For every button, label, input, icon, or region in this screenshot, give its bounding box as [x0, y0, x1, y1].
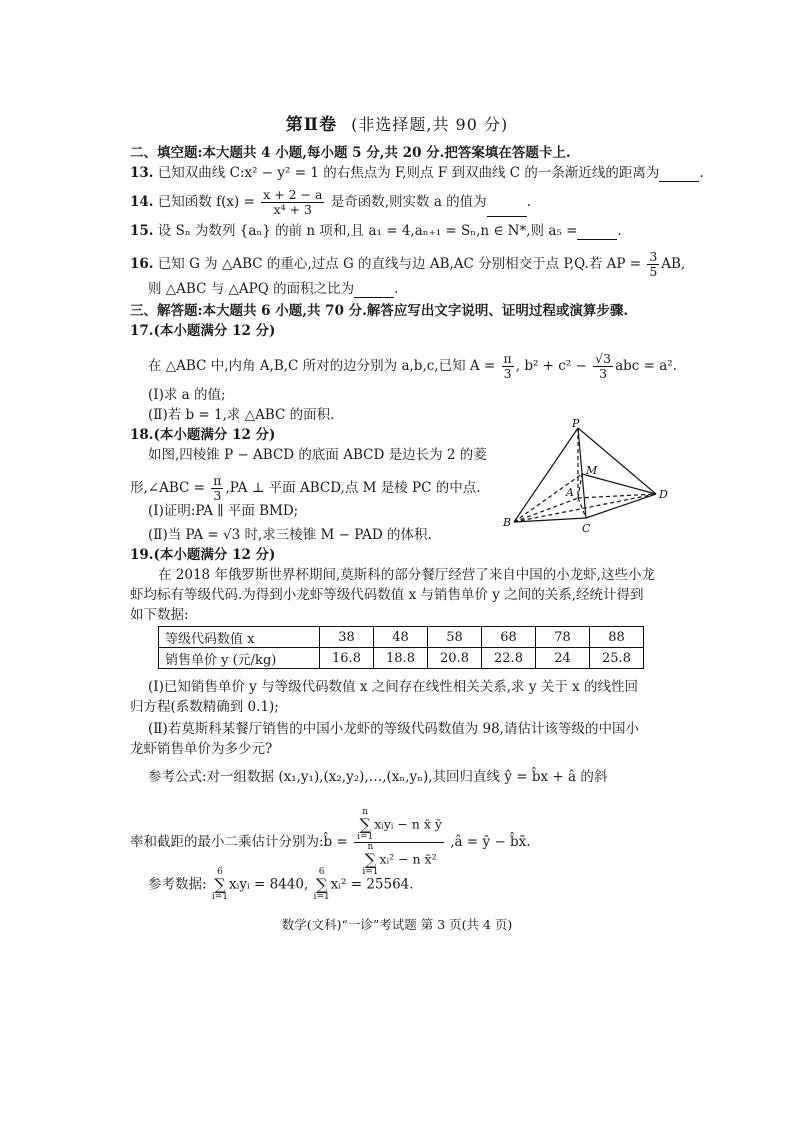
sigma-glyph: ∑: [214, 875, 226, 894]
title-main: 第Ⅱ卷: [285, 115, 338, 135]
q19-part1b: 归方程(系数精确到 0.1);: [130, 699, 279, 715]
q15-text: 设 Sₙ 为数列 {aₙ} 的前 n 项和,且 a₁ = 4,aₙ₊₁ = Sₙ,n ∈ N*,则 a₅ =: [157, 223, 578, 239]
page-footer: 数学(文科)“一诊”考试题 第 3 页(共 4 页): [281, 917, 513, 932]
sum-symbol: [314, 868, 330, 902]
slope-fraction: [354, 808, 444, 877]
pyramid-figure: [500, 418, 680, 538]
q18-pi: π: [213, 473, 222, 488]
table-header-x: 等级代码数值 x: [159, 627, 320, 648]
q17-sqrt3: √3: [595, 351, 612, 366]
table-cell: 58: [428, 627, 482, 648]
slope-denominator-text: xᵢ² − n x̄²: [379, 851, 437, 867]
q14-frac-denominator: x⁴ + 3: [273, 202, 312, 217]
q14-post: 是奇函数,则实数 a 的值为: [330, 194, 487, 210]
data-table: [158, 626, 644, 669]
ref-data-1: xᵢyᵢ = 8440,: [229, 876, 309, 893]
sigma-glyph: ∑: [359, 815, 371, 834]
table-cell: 20.8: [428, 648, 482, 669]
label-A: A: [566, 486, 574, 499]
ref2-post: ,â = ȳ − b̂x̄.: [450, 834, 531, 850]
table-header-y: 销售单价 y (元/kg): [159, 648, 320, 669]
sum-lower: i=1: [362, 867, 379, 877]
ref-data-label: 参考数据:: [148, 876, 207, 893]
q13-end: .: [699, 165, 704, 181]
slope-numerator-text: xᵢyᵢ − n x̄ ȳ: [374, 816, 442, 832]
q16-end: .: [394, 281, 399, 297]
q18-line2-post: ,PA ⊥ 平面 ABCD,点 M 是棱 PC 的中点.: [225, 480, 481, 496]
question-13: [130, 164, 704, 182]
q18-angle-fraction: [211, 474, 223, 503]
q19-part2a: (Ⅱ)若莫斯科某餐厅销售的中国小龙虾的等级代码数值为 98,请估计该等级的中国小: [148, 721, 639, 737]
q18-line2-pre: 形,∠ABC =: [130, 480, 205, 496]
question-15: [130, 222, 622, 240]
q16-post: AB,: [661, 256, 686, 272]
ref2-pre: 率和截距的最小二乘估计分别为:b̂ =: [130, 834, 348, 850]
sigma-glyph: ∑: [315, 875, 328, 894]
table-cell: 88: [590, 627, 644, 648]
fill-blank-heading: 二、填空题:本大题共 4 小题,每小题 5 分,共 20 分.把答案填在答题卡上.: [130, 145, 571, 161]
q18-line1: 如图,四棱锥 P − ABCD 的底面 ABCD 是边长为 2 的菱: [148, 447, 487, 463]
sum-lower: i=1: [357, 832, 374, 842]
q19-ref-formula1: 参考公式:对一组数据 (x₁,y₁),(x₂,y₂),…,(xₙ,yₙ),其回归直线 ŷ = b̂x + â 的斜: [148, 769, 608, 785]
sum-symbol: [357, 808, 373, 842]
q19-ref-formula2: [130, 808, 531, 877]
table-cell: 68: [482, 627, 536, 648]
label-P: P: [572, 418, 580, 430]
table-cell: 38: [320, 627, 374, 648]
q17-stem-post: abc = a².: [615, 358, 677, 374]
q16-number: 16.: [130, 256, 154, 272]
sum-upper: 6: [217, 867, 223, 877]
sum-upper: n: [362, 807, 369, 817]
question-16-line2: [148, 280, 398, 298]
answer-section-heading: 三、解答题:本大题共 6 小题,共 70 分.解答应写出文字说明、证明过程或演算步骤.: [130, 303, 629, 319]
slope-numerator: [354, 808, 444, 843]
sigma-glyph: ∑: [364, 850, 377, 869]
q19-part2b: 龙虾销售单价为多少元?: [130, 741, 273, 757]
q19-stem2: 虾均标有等级代码.为得到小龙虾等级代码数值 x 与销售单价 y 之间的关系,经统计得到: [130, 587, 644, 603]
q16-frac-numerator: 3: [649, 249, 658, 264]
q17-stem-pre: 在 △ABC 中,内角 A,B,C 所对的边分别为 a,b,c,已知 A =: [148, 358, 496, 374]
q17-coef-fraction: [593, 352, 613, 381]
table-row-y: [159, 648, 644, 669]
q17-stem: [148, 352, 677, 381]
title-subtitle: (非选择题,共 90 分): [351, 115, 509, 134]
q16-answer-blank: [354, 283, 394, 298]
edge-PB: [514, 428, 578, 522]
edge-PC: [578, 428, 586, 518]
q15-number: 15.: [130, 223, 154, 239]
table-cell: 25.8: [590, 648, 644, 669]
q17-stem-mid: , b² + c² −: [515, 358, 587, 374]
q19-stem3: 如下数据:: [130, 607, 189, 623]
sum-symbol: [212, 868, 228, 902]
sum-lower: i=1: [313, 892, 330, 902]
question-14: [130, 188, 531, 217]
q19-part1a: (Ⅰ)已知销售单价 y 与等级代码数值 x 之间存在线性相关关系,求 y 关于 x 的线性回: [148, 679, 638, 695]
q17-pi: π: [503, 351, 512, 366]
table-cell: 22.8: [482, 648, 536, 669]
edge-PD: [578, 428, 656, 494]
q19-stem1: 在 2018 年俄罗斯世界杯期间,莫斯科的部分餐厅经营了来自中国的小龙虾,这些小龙: [158, 567, 656, 583]
q18-heading: 18.(本小题满分 12 分): [130, 427, 276, 443]
q16-line2-text: 则 △ABC 与 △APQ 的面积之比为: [148, 281, 355, 297]
q14-frac-numerator: x + 2 − a: [263, 187, 323, 202]
label-C: C: [582, 522, 591, 535]
q15-end: .: [617, 223, 622, 239]
q15-answer-blank: [577, 225, 617, 240]
q17-part2: (Ⅱ)若 b = 1,求 △ABC 的面积.: [148, 407, 335, 423]
q14-end: .: [526, 194, 531, 210]
table-cell: 48: [374, 627, 428, 648]
q14-answer-blank: [487, 202, 527, 217]
question-16: [130, 250, 685, 279]
table-cell: 18.8: [374, 648, 428, 669]
label-M: M: [586, 464, 598, 477]
q16-frac-denominator: 5: [649, 264, 658, 279]
q13-number: 13.: [130, 165, 154, 181]
q17-heading: 17.(本小题满分 12 分): [130, 323, 276, 339]
q14-pre: 已知函数 f(x) =: [157, 194, 255, 210]
q16-fraction: [647, 250, 659, 279]
q13-text: 已知双曲线 C:x² − y² = 1 的右焦点为 F,则点 F 到双曲线 C 的一条渐近线的距离为: [157, 165, 660, 181]
q18-part1: (Ⅰ)证明:PA ∥ 平面 BMD;: [148, 503, 299, 519]
q17-angle-fraction: [502, 352, 514, 381]
table-cell: 24: [536, 648, 590, 669]
q17-part1: (Ⅰ)求 a 的值;: [148, 387, 226, 403]
q18-three: 3: [213, 488, 222, 503]
label-D: D: [659, 488, 668, 501]
q19-ref-data: [148, 868, 414, 902]
label-B: B: [503, 516, 512, 529]
q18-line2: [130, 474, 481, 503]
q17-three: 3: [503, 366, 512, 381]
table-row-x: [159, 627, 644, 648]
sum-upper: 6: [318, 867, 325, 877]
table-cell: 16.8: [320, 648, 374, 669]
q16-text: 已知 G 为 △ABC 的重心,过点 G 的直线与边 AB,AC 分别相交于点 P,Q.若 AP =: [157, 256, 642, 272]
section-title: [0, 110, 794, 135]
q14-fraction: [261, 188, 324, 217]
sum-lower: i=1: [211, 892, 229, 902]
ref-data-2: xᵢ² = 25564.: [330, 876, 414, 893]
sum-upper: n: [367, 842, 374, 852]
table-cell: 78: [536, 627, 590, 648]
q19-heading: 19.(本小题满分 12 分): [130, 547, 276, 563]
q17-three-den: 3: [599, 366, 608, 381]
q14-number: 14.: [130, 194, 154, 210]
q18-part2: (Ⅱ)当 PA = √3 时,求三棱锥 M − PAD 的体积.: [148, 527, 432, 543]
q13-answer-blank: [659, 167, 699, 182]
